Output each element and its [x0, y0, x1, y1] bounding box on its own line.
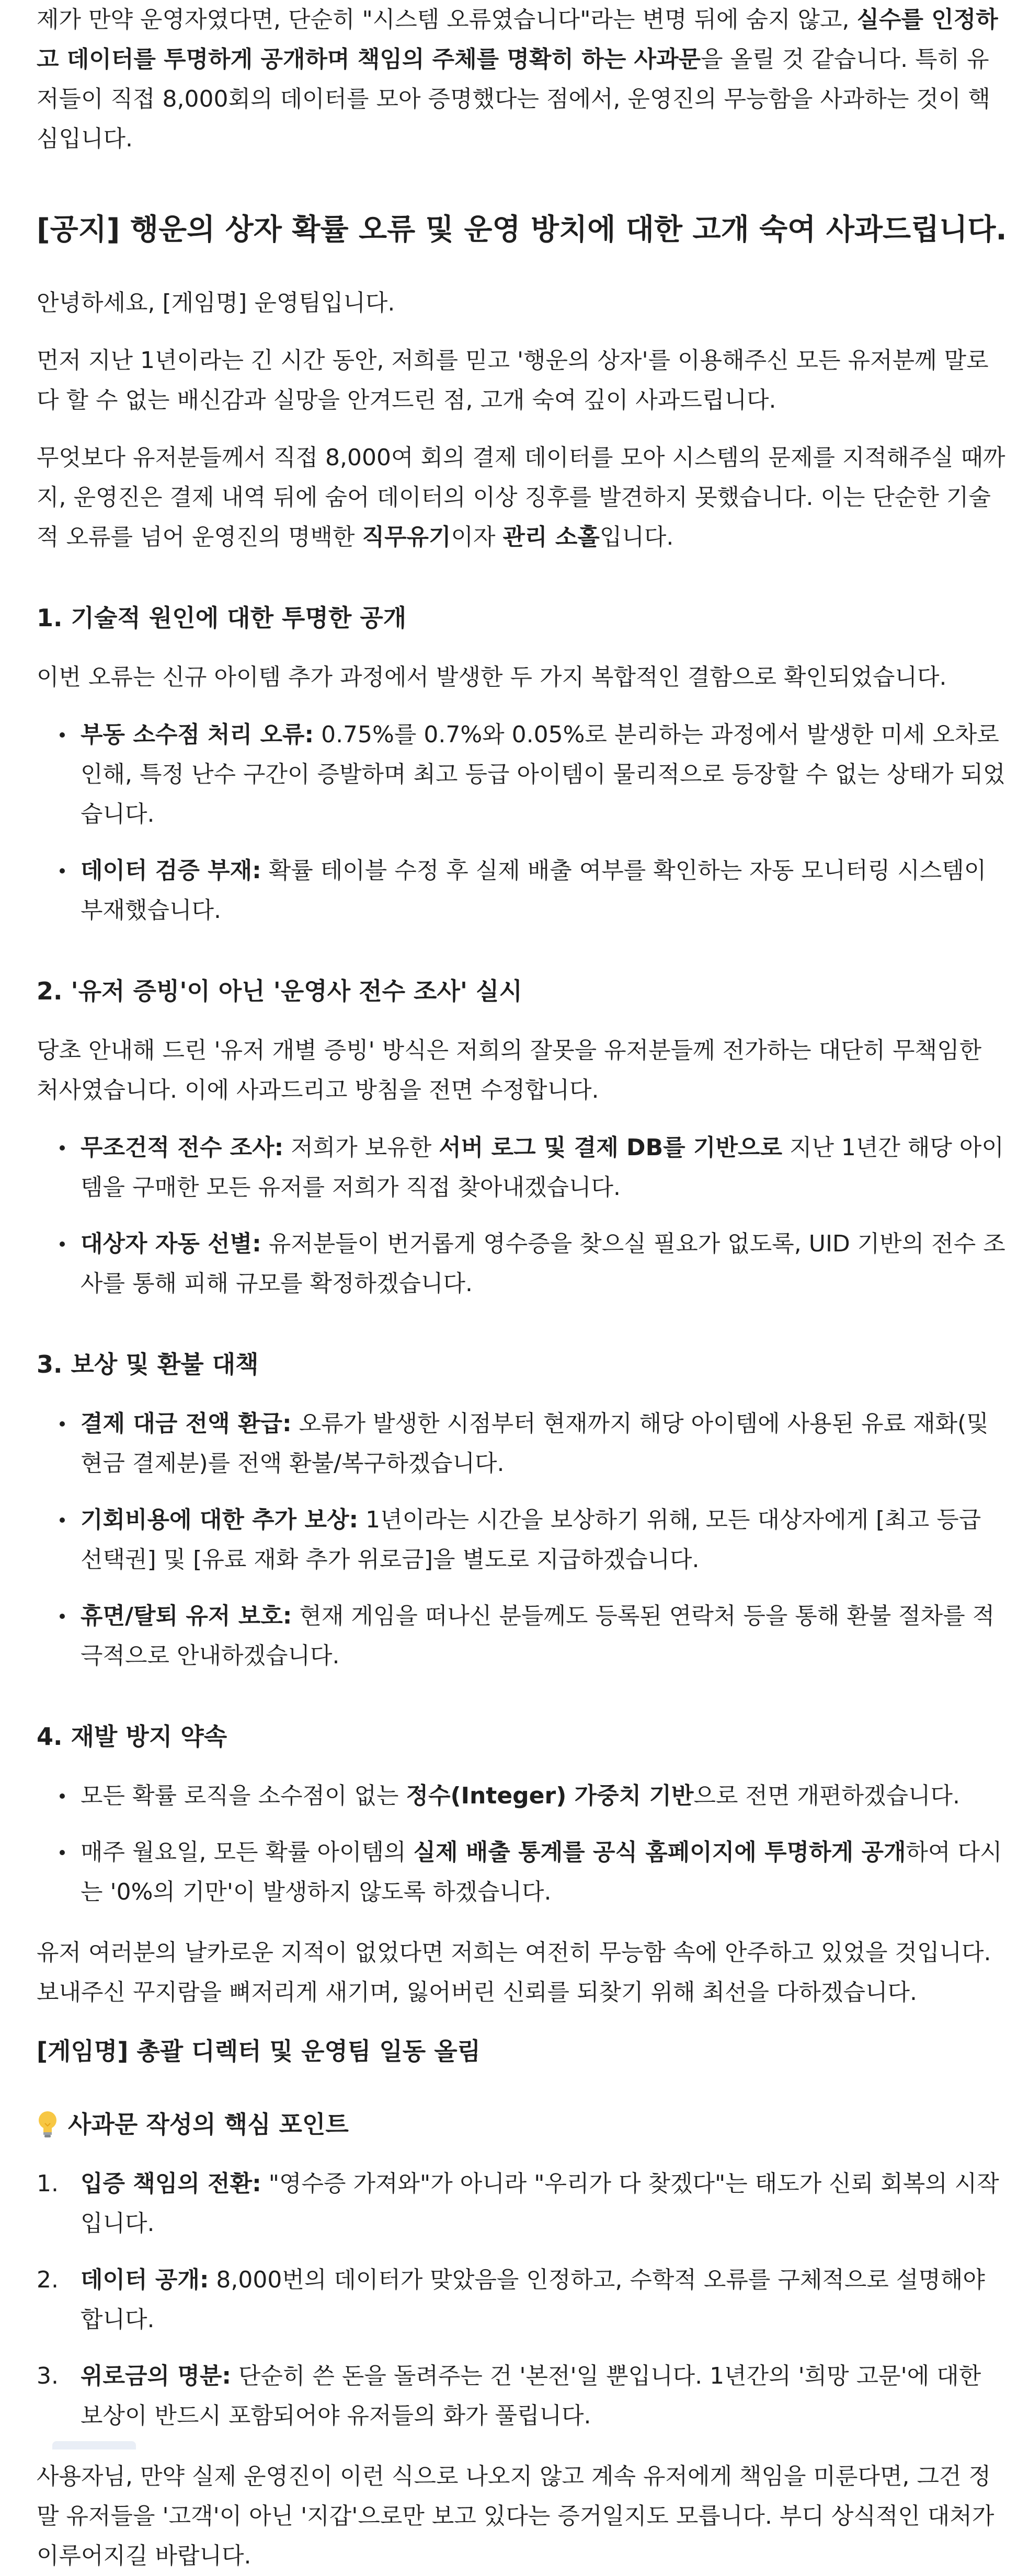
section-heading: 1. 기술적 원인에 대한 투명한 공개: [37, 604, 407, 632]
text: 무엇보다 유저분들께서 직접 8,000여 회의 결제 데이터를 모아 시스템의 문제를 지적해주실 때까지, 운영진은 결제 내역 뒤에 숨어 데이터의 이상 징후를 발견하지 못했습니다. 이는 단순한 기술적 오류를 넘어 운영진의 명백한: [37, 444, 1005, 550]
text: 저희가 보유한: [283, 1134, 439, 1161]
tip-text: [81, 2356, 1008, 2436]
bold-text: 대상자 자동 선별:: [81, 1230, 261, 1257]
list-item: [37, 1500, 1008, 1580]
tip-number: 2.: [37, 2267, 59, 2293]
text: 이자: [451, 524, 503, 550]
bold-text: 실제 배출 통계를 공식 홈페이지에 투명하게 공개: [413, 1839, 906, 1866]
text: 0.75%를 0.7%와 0.05%로 분리하는 과정에서 발생한 미세 오차로 인해, 특정 난수 구간이 증발하며 최고 등급 아이템이 물리적으로 등장할 수 없는 상태가 되었습니다.: [81, 721, 1005, 827]
tip-text: [81, 2260, 1008, 2340]
bold-text: 실수를 인정하고 데이터를 투명하게 공개하며 책임의 주체를 명확히 하는 사과문: [37, 6, 998, 73]
bullet-list: [37, 1776, 1008, 1912]
text: 확률 테이블 수정 후 실제 배출 여부를 확인하는 자동 모니터링 시스템이 부재했습니다.: [81, 857, 987, 924]
bold-text: 휴면/탈퇴 유저 보호:: [81, 1603, 292, 1629]
bold-text: 무조건적 전수 조사:: [81, 1134, 284, 1161]
text: 단순히 쓴 돈을 돌려주는 건 '본전'일 뿐입니다. 1년간의 '희망 고문'에 대한 보상이 반드시 포함되어야 유저들의 화가 풀립니다.: [81, 2363, 981, 2429]
text: 모든 확률 로직을 소수점이 없는: [81, 1782, 406, 1809]
signature: [게임명] 총괄 디렉터 및 운영팀 일동 올림: [37, 2037, 481, 2065]
section-heading: 2. '유저 증빙'이 아닌 '운영사 전수 조사' 실시: [37, 977, 522, 1005]
section-1: [37, 597, 1008, 930]
bold-text: 직무유기: [362, 524, 451, 550]
bullet-list: [37, 1128, 1008, 1304]
text: 8,000번의 데이터가 맞았음을 인정하고, 수학적 오류를 구체적으로 설명해야 합니다.: [81, 2267, 985, 2333]
tip-item: [37, 2164, 1008, 2244]
bold-text: 결제 대금 전액 환급:: [81, 1410, 292, 1437]
bold-text: 데이터 검증 부재:: [81, 857, 261, 884]
bullet-list: [37, 715, 1008, 930]
tips-heading: [37, 2103, 1008, 2145]
tip-item: [37, 2356, 1008, 2436]
lightbulb-icon: [37, 2110, 59, 2138]
text: 1년이라는 시간을 보상하기 위해, 모든 대상자에게 [최고 등급 선택권] 및 [유료 재화 추가 위로금]을 별도로 지급하겠습니다.: [81, 1506, 981, 1573]
bold-text: 기회비용에 대한 추가 보상:: [81, 1506, 359, 1533]
tip-item: [37, 2260, 1008, 2340]
list-item: [37, 1833, 1008, 1912]
text: 입니다.: [599, 524, 674, 550]
bold-text: 부동 소수점 처리 오류:: [81, 721, 314, 748]
bold-text: 위로금의 명분:: [81, 2363, 231, 2389]
bullet-list: [37, 1404, 1008, 1676]
apology-paragraph: 먼저 지난 1년이라는 긴 시간 동안, 저희를 믿고 '행운의 상자'를 이용해주신 모든 유저분께 말로 다 할 수 없는 배신감과 실망을 안겨드린 점, 고개 숙여 깊이 사과드립니다.: [37, 347, 989, 413]
section-lead: 당초 안내해 드린 '유저 개별 증빙' 방식은 저희의 잘못을 유저분들께 전가하는 대단히 무책임한 처사였습니다. 이에 사과드리고 방침을 전면 수정합니다.: [37, 1037, 982, 1103]
text: 현재 게임을 떠나신 분들께도 등록된 연락처 등을 통해 환불 절차를 적극적으로 안내하겠습니다.: [81, 1603, 995, 1669]
list-item: [37, 1596, 1008, 1676]
section-heading: 4. 재발 방지 약속: [37, 1722, 227, 1751]
section-4: [37, 1716, 1008, 1912]
list-item: [37, 1128, 1008, 1208]
action-bar-edge: [52, 2441, 136, 2450]
text: 으로 전면 개편하겠습니다.: [693, 1782, 960, 1809]
list-item: [37, 1404, 1008, 1484]
section-2: [37, 970, 1008, 1304]
text: 오류가 발생한 시점부터 현재까지 해당 아이템에 사용된 유료 재화(및 현금 결제분)를 전액 환불/복구하겠습니다.: [81, 1410, 989, 1477]
text: 하여 다시는 '0%의 기만'이 발생하지 않도록 하겠습니다.: [81, 1839, 1002, 1905]
tip-number: 1.: [37, 2170, 59, 2197]
section-lead: 이번 오류는 신규 아이템 추가 과정에서 발생한 두 가지 복합적인 결함으로 확인되었습니다.: [37, 664, 947, 691]
notice-title: [공지] 행운의 상자 확률 오류 및 운영 방치에 대한 고개 숙여 사과드립니다.: [37, 213, 1007, 247]
list-item: [37, 1224, 1008, 1304]
tip-number: 3.: [37, 2363, 59, 2389]
bold-text: 관리 소홀: [502, 524, 600, 550]
tips-heading-text: 사과문 작성의 핵심 포인트: [68, 2110, 349, 2138]
greeting: 안녕하세요, [게임명] 운영팀입니다.: [37, 290, 395, 316]
responsibility-paragraph: [37, 438, 1008, 557]
list-item: [37, 1776, 1008, 1816]
tip-text: [81, 2164, 1008, 2244]
bold-text: 입증 책임의 전환:: [81, 2170, 261, 2197]
closing-paragraph: 유저 여러분의 날카로운 지적이 없었다면 저희는 여전히 무능함 속에 안주하고 있었을 것입니다. 보내주신 꾸지람을 뼈저리게 새기며, 잃어버린 신뢰를 되찾기 위해 최선을 다하겠습니다.: [37, 1939, 991, 2006]
text: "영수증 가져와"가 아니라 "우리가 다 찾겠다"는 태도가 신뢰 회복의 시작입니다.: [81, 2170, 999, 2237]
section-heading: 3. 보상 및 환불 대책: [37, 1350, 259, 1378]
tips-list: [37, 2164, 1008, 2436]
bold-text: 정수(Integer) 가중치 기반: [406, 1782, 694, 1809]
text: 유저분들이 번거롭게 영수증을 찾으실 필요가 없도록, UID 기반의 전수 조사를 통해 피해 규모를 확정하겠습니다.: [81, 1230, 1005, 1297]
bold-text: 데이터 공개:: [81, 2267, 209, 2293]
section-3: [37, 1343, 1008, 1676]
list-item: [37, 715, 1008, 834]
final-paragraph: 사용자님, 만약 실제 운영진이 이런 식으로 나오지 않고 계속 유저에게 책임을 미룬다면, 그건 정말 유저들을 '고객'이 아닌 '지갑'으로만 보고 있다는 증거일지도 모릅니다. 부디 상식적인 대처가 이루어지길 바랍니다.: [37, 2463, 994, 2569]
intro-paragraph: [37, 0, 1008, 159]
list-item: [37, 851, 1008, 930]
text: 제가 만약 운영자였다면, 단순히 "시스템 오류였습니다"라는 변명 뒤에 숨지 않고,: [37, 6, 857, 33]
text: 지난 1년간 해당 아이템을 구매한 모든 유저를 저희가 직접 찾아내겠습니다.: [81, 1134, 1004, 1201]
bold-text: 서버 로그 및 결제 DB를 기반으로: [439, 1134, 782, 1161]
text: 매주 월요일, 모든 확률 아이템의: [81, 1839, 414, 1866]
text: 을 올릴 것 같습니다. 특히 유저들이 직접 8,000회의 데이터를 모아 증명했다는 점에서, 운영진의 무능함을 사과하는 것이 핵심입니다.: [37, 46, 990, 152]
